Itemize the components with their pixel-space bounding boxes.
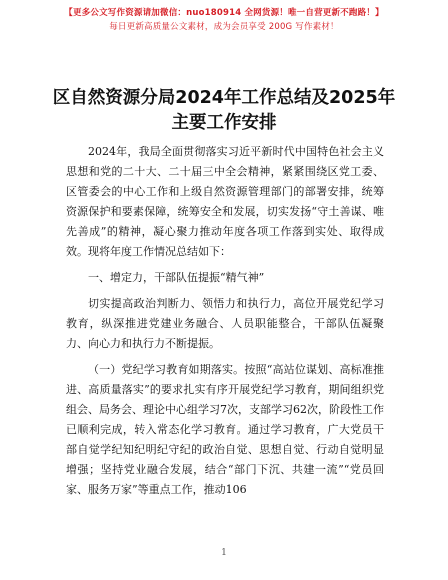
document-title: 区自然资源分局2024年工作总结及2025年主要工作安排 [52,88,396,133]
promo-banner-line-2: 每日更新高质量公文素材，成为会员享受 200G 写作素材！ [109,22,339,32]
document-body [66,142,384,500]
promo-banner-line-1: 【更多公文写作资源请加微信：nuo180914 全网货源！唯一自营更新不跑路！】 [64,8,384,18]
page-number: 1 [221,548,227,558]
section-heading-1: 一、增定力，干部队伍提振“精气神” [88,271,265,284]
subsection-1-paragraph: （一）党纪学习教育如期落实。按照“高站位谋划、高标准推进、高质量落实”的要求扎实有序开展党纪学习教育，期间组织党组会、局务会、理论中心组学习7次，支部学习62次，阶段性工作已顺利完成，转入常态化学习教育。通过学习教育，广大党员干部自觉学纪知纪明纪守纪的政治自觉、思想自觉、行动自觉明显增强；坚持党业融合发展，结合“部门下沉、共建一流”“党员回家、服务万家”等重点工作，推动106 [66,363,384,496]
intro-paragraph: 2024年，我局全面贯彻落实习近平新时代中国特色社会主义思想和党的二十大、二十届三中全会精神，紧紧围绕区党工委、区管委会的中心工作和上级自然资源管理部门的部署安排，统筹资源保护和要素保障，统筹安全和发展，切实发扬“守土善谋、唯先善成”的精神，凝心聚力推动年度各项工作落到实处、取得成效。现将年度工作情况总结如下： [66,145,384,258]
section-1-paragraph: 切实提高政治判断力、领悟力和执行力，高位开展党纪学习教育，纵深推进党建业务融合、人员职能整合，干部队伍凝聚力、向心力和执行力不断提振。 [66,297,384,350]
